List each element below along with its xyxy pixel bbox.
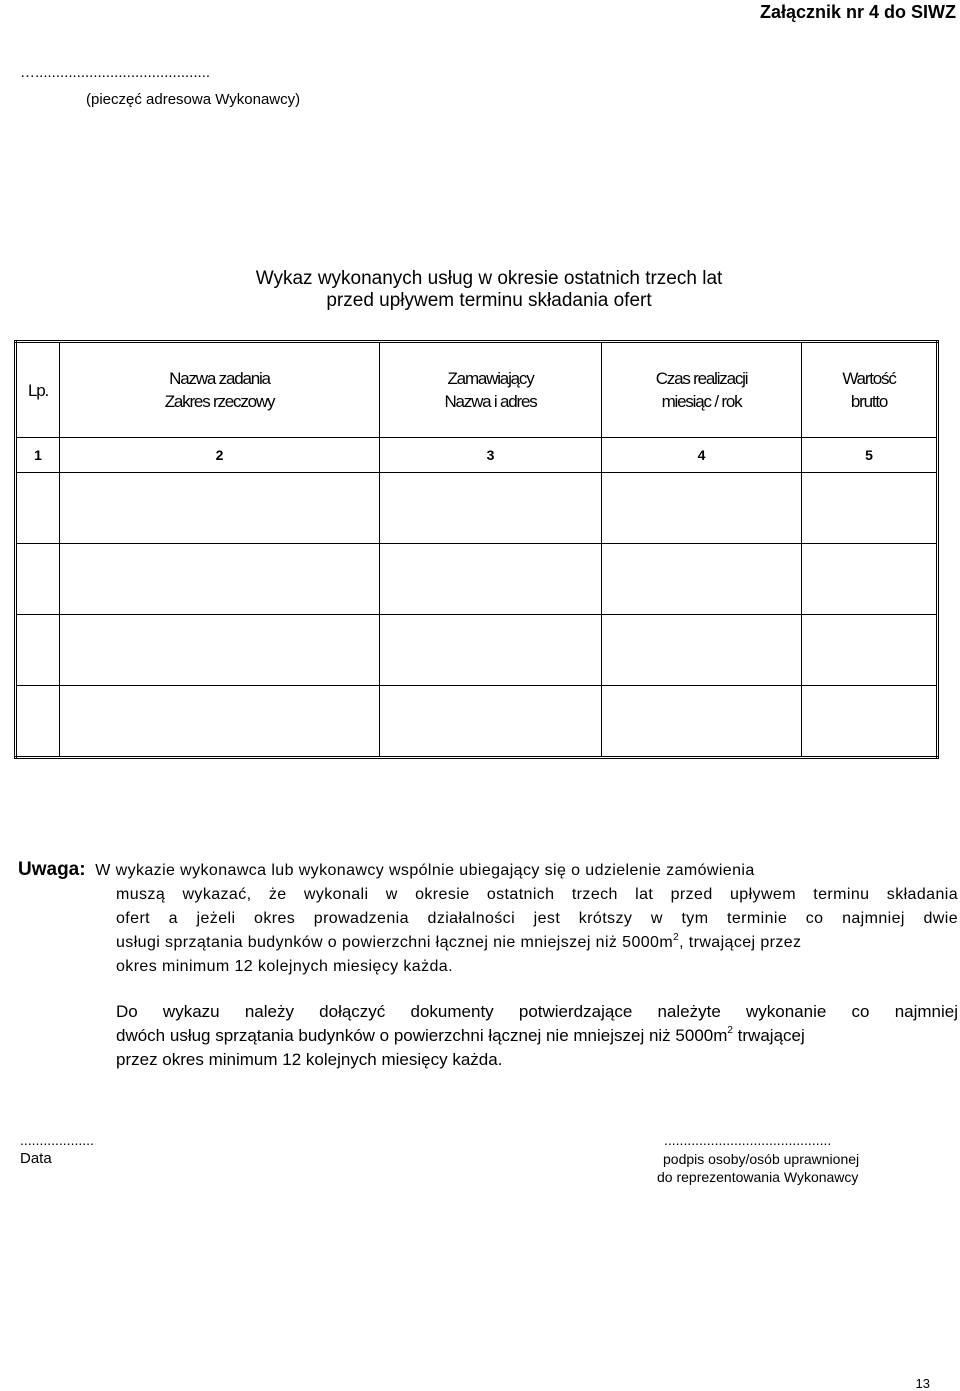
table-cell[interactable]: [60, 615, 380, 686]
header-task: [60, 342, 380, 438]
header-value-line1: Wartość: [842, 369, 896, 388]
header-lp: [16, 342, 60, 438]
table-row: [16, 544, 938, 615]
signature-dots: ...........................................: [664, 1132, 832, 1148]
table-cell[interactable]: [16, 686, 60, 758]
date-label: Data: [20, 1150, 52, 1167]
table-cell[interactable]: [16, 473, 60, 544]
note-text: usługi sprzątania budynków o powierzchni łącznej nie mniejszej niż 5000m: [116, 934, 674, 951]
header-value: [802, 342, 938, 438]
note2-block: [116, 1000, 958, 1072]
table-row: [16, 473, 938, 544]
page-number: 13: [915, 1376, 930, 1391]
header-task-line1: Nazwa zadania: [169, 369, 270, 388]
note2-text: trwającej: [732, 1026, 805, 1045]
header-period: [602, 342, 802, 438]
annex-label: Załącznik nr 4 do SIWZ: [759, 2, 956, 22]
table-row: [16, 686, 938, 758]
stamp-dots: …..........................................: [20, 64, 211, 81]
note-line-4: [18, 931, 958, 955]
note-block: [18, 858, 958, 979]
note-line-2: muszą wykazać, że wykonali w okresie ostatnich trzech lat przed upływem terminu składania: [116, 886, 958, 903]
column-number-row: [16, 438, 938, 473]
column-number: 5: [802, 438, 938, 473]
stamp-label: (pieczęć adresowa Wykonawcy): [86, 91, 301, 108]
table-cell[interactable]: [16, 544, 60, 615]
signature-label-line1: podpis osoby/osób uprawnionej: [663, 1151, 860, 1167]
note-text: , trwającej przez: [679, 934, 802, 951]
table-cell[interactable]: [802, 473, 938, 544]
column-number: 4: [602, 438, 802, 473]
column-number: 2: [60, 438, 380, 473]
table-cell[interactable]: [602, 473, 802, 544]
date-dots: ...................: [20, 1132, 94, 1148]
note-line-3: ofert a jeżeli okres prowadzenia działalności jest krótszy w tym terminie co najmniej dwie: [116, 910, 958, 927]
note-text: W wykazie wykonawca lub wykonawcy wspólnie ubiegający się o udzielenie zamówienia: [95, 862, 755, 879]
table-cell[interactable]: [802, 544, 938, 615]
table-cell[interactable]: [802, 615, 938, 686]
header-client: [380, 342, 602, 438]
note-label: Uwaga:: [18, 859, 86, 880]
superscript: 2: [673, 932, 680, 943]
table-cell[interactable]: [380, 686, 602, 758]
table-cell[interactable]: [380, 544, 602, 615]
signature-label-line2: do reprezentowania Wykonawcy: [657, 1169, 859, 1185]
table-cell[interactable]: [60, 473, 380, 544]
header-lp-label: Lp.: [27, 380, 49, 400]
note2-text: dwóch usług sprzątania budynków o powierzchni łącznej nie mniejszej niż 5000m: [116, 1026, 728, 1045]
header-task-line2: Zakres rzeczowy: [164, 392, 275, 411]
table-cell[interactable]: [16, 615, 60, 686]
header-client-line2: Nazwa i adres: [444, 392, 537, 411]
note-line-5: okres minimum 12 kolejnych miesięcy każda.: [116, 958, 453, 975]
header-value-line2: brutto: [850, 392, 888, 411]
header-client-line1: Zamawiający: [447, 369, 534, 388]
header-period-line1: Czas realizacji: [655, 369, 748, 388]
document-title-line2: przed upływem terminu składania ofert: [326, 290, 652, 311]
table-cell[interactable]: [602, 686, 802, 758]
note2-line-1: Do wykazu należy dołączyć dokumenty potwierdzające należyte wykonanie co najmniej: [116, 1002, 958, 1021]
note-line-1: [18, 858, 958, 883]
table-row: [16, 615, 938, 686]
document-title-line1: Wykaz wykonanych usług w okresie ostatnich trzech lat: [255, 268, 723, 289]
column-number: 3: [380, 438, 602, 473]
table-cell[interactable]: [380, 615, 602, 686]
table-cell[interactable]: [60, 544, 380, 615]
table-header-row: [16, 342, 938, 438]
services-table: [14, 340, 939, 759]
superscript: 2: [727, 1025, 733, 1036]
table-cell[interactable]: [602, 615, 802, 686]
table-cell[interactable]: [802, 686, 938, 758]
table-cell[interactable]: [602, 544, 802, 615]
note2-line-2: [116, 1024, 958, 1048]
table-cell[interactable]: [380, 473, 602, 544]
header-period-line2: miesiąc / rok: [661, 392, 742, 411]
table-cell[interactable]: [60, 686, 380, 758]
note2-line-3: przez okres minimum 12 kolejnych miesięcy każda.: [116, 1050, 503, 1069]
column-number: 1: [16, 438, 60, 473]
